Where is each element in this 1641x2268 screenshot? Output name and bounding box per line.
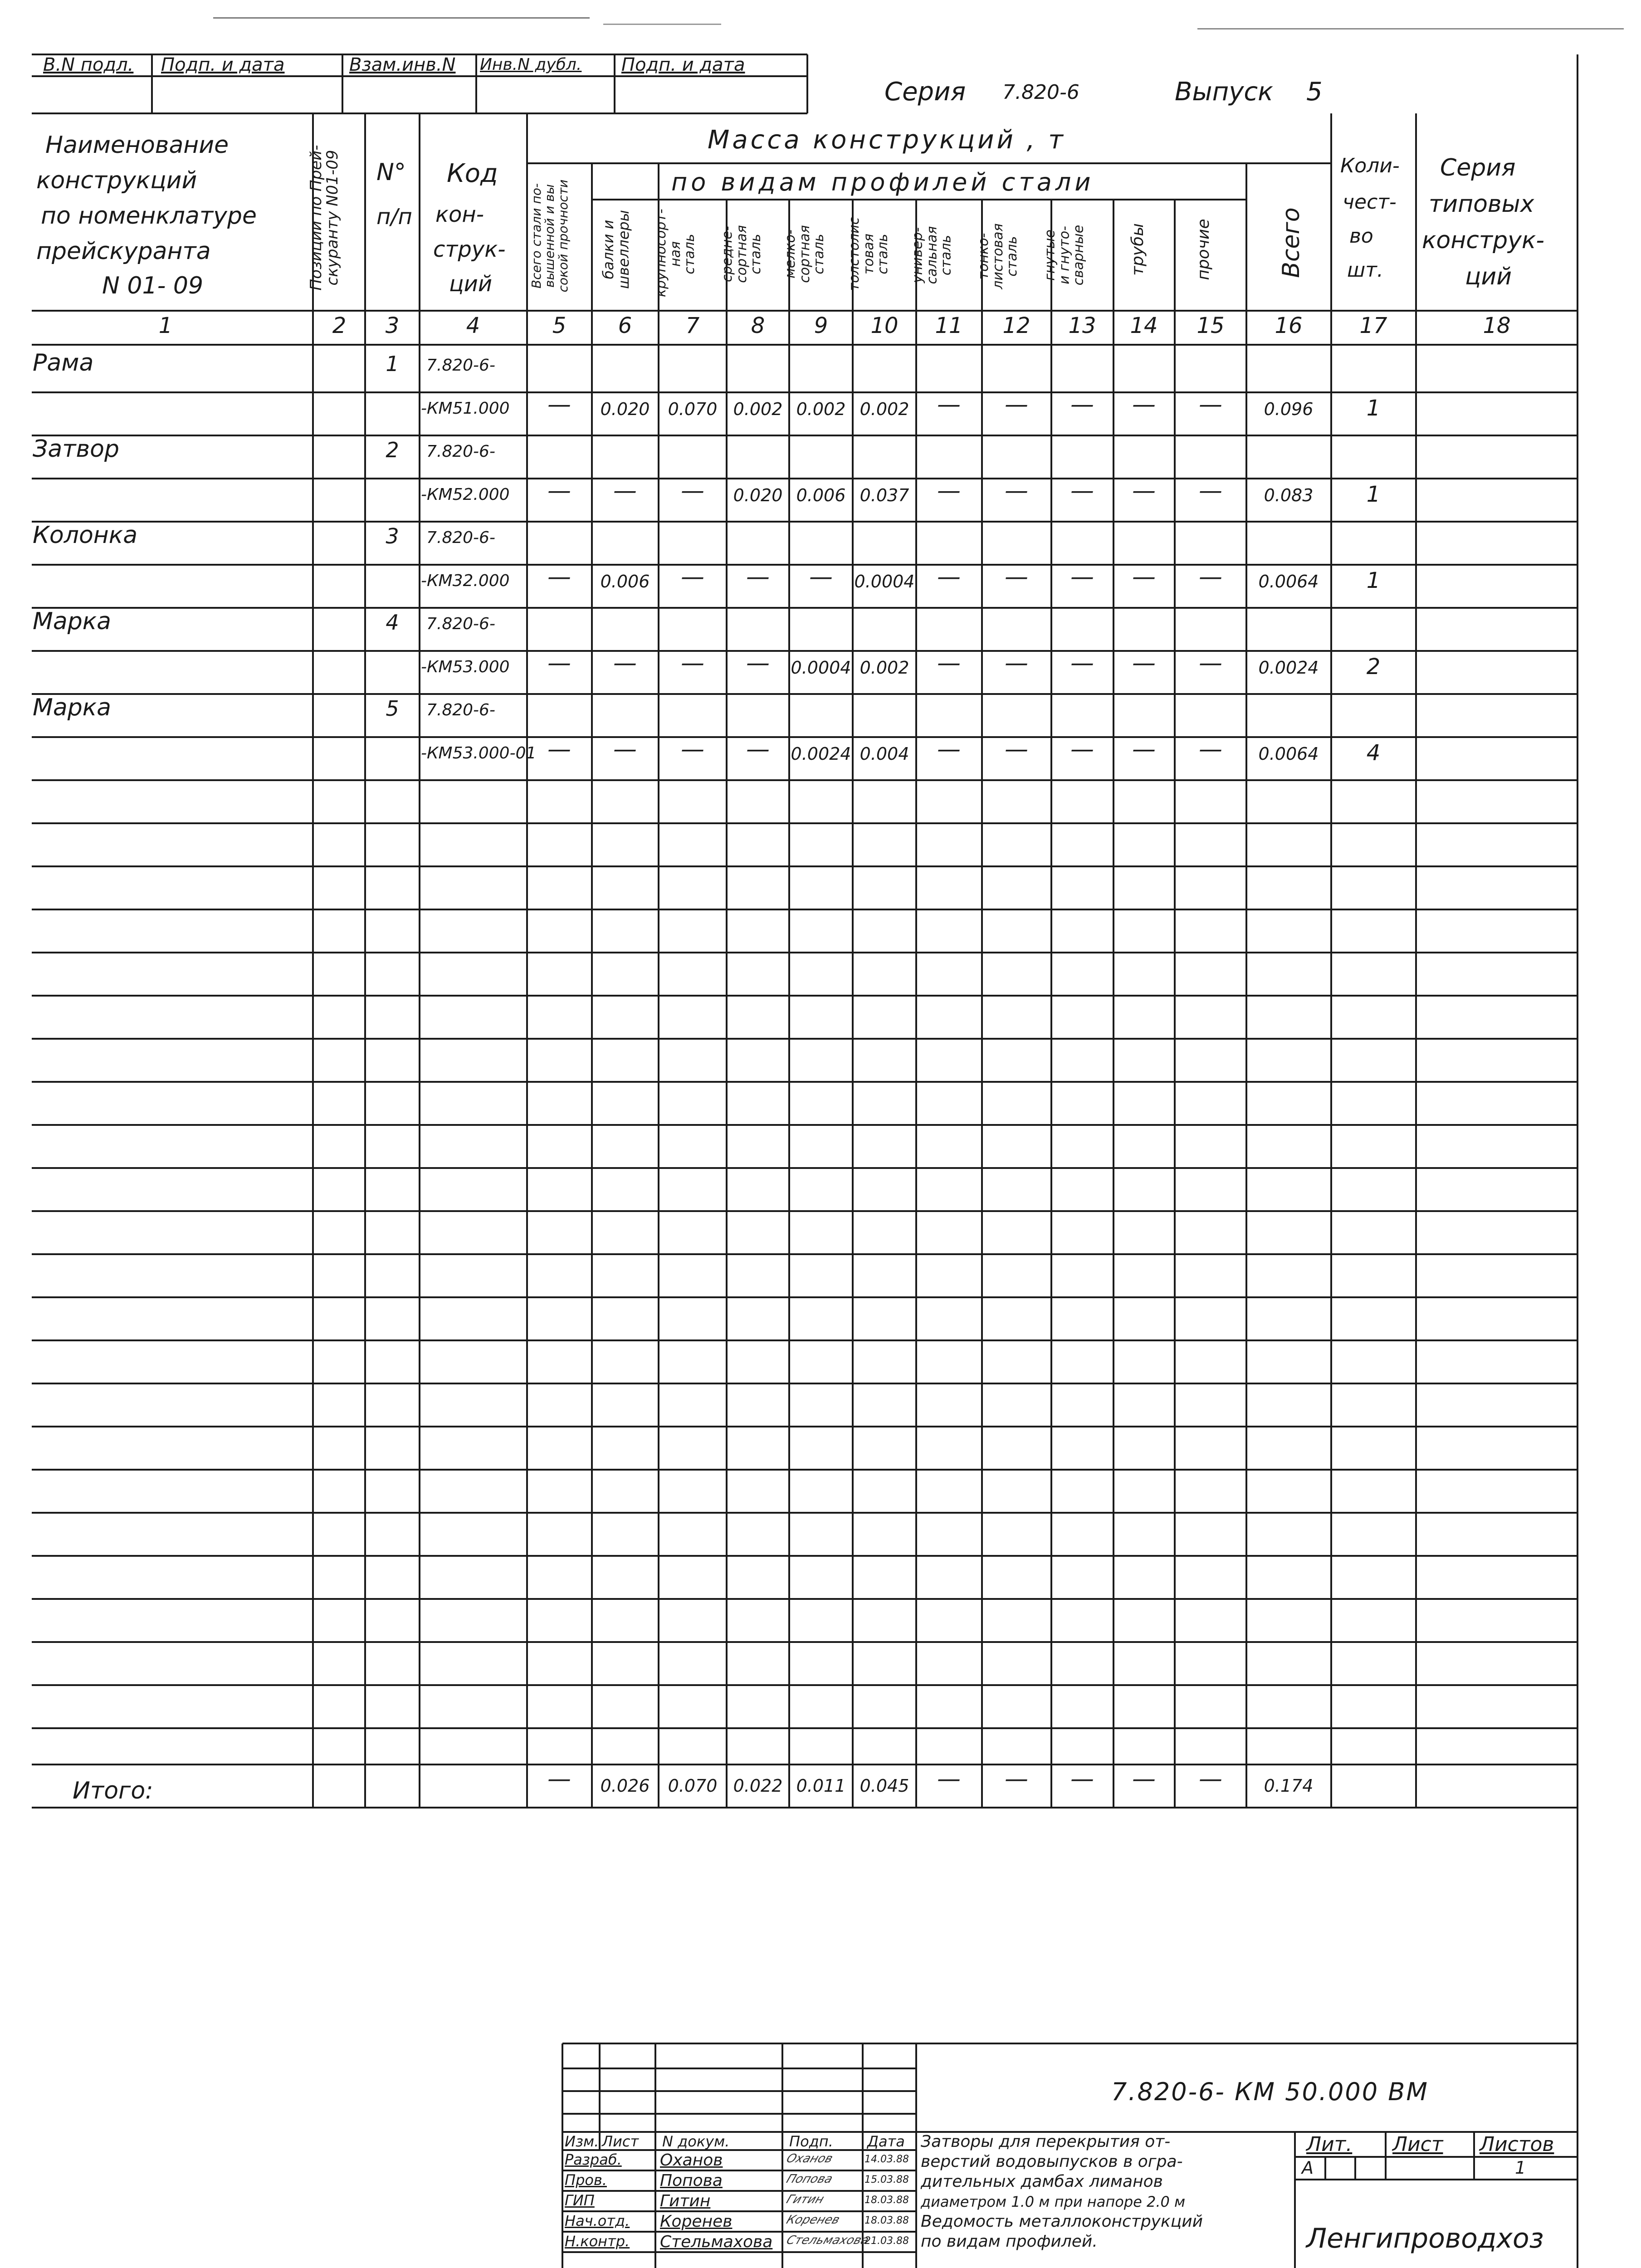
row-value-c14: — <box>1132 477 1156 504</box>
header-name-line-5: N 01- 09 <box>102 272 204 299</box>
tb-head-list: Лист <box>602 2133 639 2150</box>
row-value-c14: — <box>1132 391 1156 418</box>
column-number: 3 <box>385 313 400 338</box>
tb-date: 18.03.88 <box>864 2195 909 2206</box>
row-value-c15: — <box>1199 391 1222 418</box>
row-value-c14: — <box>1132 736 1156 763</box>
row-value-c6: 0.020 <box>600 399 650 419</box>
row-value-total: 0.0064 <box>1258 572 1319 591</box>
row-value-c7: 0.070 <box>668 399 718 419</box>
header-series-3: конструк- <box>1422 227 1545 254</box>
stamp-original-inv: В.N подл. <box>43 54 134 75</box>
header-col15: прочие <box>1194 219 1213 280</box>
tb-role: ГИП <box>565 2192 595 2209</box>
issue-label: Выпуск <box>1175 77 1273 107</box>
row-value-c8: — <box>746 563 770 591</box>
row-quantity: 1 <box>1366 482 1381 507</box>
column-number: 15 <box>1197 313 1225 338</box>
stamp-sign-date-1: Подп. и дата <box>161 54 285 75</box>
column-number: 2 <box>332 313 347 338</box>
header-mass-group: Масса конструкций , т <box>708 125 1066 155</box>
row-code-1: 7.820-6- <box>426 528 495 547</box>
header-series-4: ций <box>1465 263 1512 290</box>
column-number: 4 <box>466 313 480 338</box>
row-value-c13: — <box>1070 391 1094 418</box>
column-number: 13 <box>1068 313 1096 338</box>
tb-signature: Оханов <box>784 2152 835 2165</box>
row-value-c12: — <box>1005 650 1028 677</box>
header-col10: толстолис товая сталь <box>846 217 891 291</box>
row-value-c13: — <box>1070 736 1094 763</box>
tb-date: 21.03.88 <box>864 2235 909 2247</box>
row-quantity: 2 <box>1366 654 1381 679</box>
header-col6: балки и швеллеры <box>600 210 632 289</box>
header-name-line-2: конструкций <box>36 167 197 194</box>
header-qty-1: Коли- <box>1340 154 1400 177</box>
row-code-2: -КМ53.000 <box>421 658 510 676</box>
column-number: 8 <box>751 313 765 338</box>
tb-organization: Ленгипроводхоз <box>1306 2223 1544 2254</box>
row-value-c10: 0.002 <box>860 658 909 678</box>
header-code-4: ций <box>449 271 493 297</box>
tb-sheet-label: Лист <box>1392 2133 1443 2156</box>
tb-lit-label: Лит. <box>1306 2133 1353 2156</box>
header-profiles-group: по видам профилей стали <box>671 168 1094 196</box>
tb-role: Разраб. <box>565 2151 622 2168</box>
row-value-c7: — <box>681 563 704 591</box>
row-number: 3 <box>386 524 399 548</box>
tb-head-izm: Изм. <box>565 2133 599 2150</box>
row-value-c7: — <box>681 650 704 677</box>
totals-value-c8: 0.022 <box>733 1776 783 1796</box>
row-value-c11: — <box>937 650 961 677</box>
tb-lit-value: А <box>1302 2158 1314 2178</box>
header-name-line-1: Наименование <box>45 132 229 159</box>
header-name-line-3: по номенклатуре <box>41 202 257 230</box>
header-col8: средне- сортная сталь <box>719 225 764 283</box>
header-col7: крупносорт- ная сталь <box>653 209 698 297</box>
tb-signature: Коренев <box>784 2213 842 2227</box>
header-code-2: кон- <box>435 202 484 227</box>
row-code-2: -КМ51.000 <box>421 399 510 418</box>
column-number: 12 <box>1002 313 1031 338</box>
header-name-line-4: прейскуранта <box>36 238 211 265</box>
row-value-c10: 0.037 <box>860 485 909 505</box>
tb-person-name: Попова <box>660 2171 723 2190</box>
tb-date: 18.03.88 <box>864 2215 909 2226</box>
series-label: Серия <box>884 77 966 107</box>
stamp-dup-inv: Инв.N дубл. <box>480 55 582 74</box>
totals-value-c13: — <box>1070 1765 1094 1793</box>
row-value-c9: 0.0004 <box>791 658 851 678</box>
row-value-c5: — <box>547 477 571 504</box>
row-value-c15: — <box>1199 650 1222 677</box>
row-value-c7: — <box>681 477 704 504</box>
header-qty-2: чест- <box>1343 191 1397 214</box>
header-position: Позиции по Прей- скуранту N01-09 <box>307 145 342 291</box>
tb-signature: Стельмахова <box>784 2234 871 2247</box>
column-number: 17 <box>1359 313 1387 338</box>
row-value-c14: — <box>1132 563 1156 591</box>
tb-signature: Попова <box>784 2172 835 2186</box>
row-code-2: -КМ32.000 <box>421 572 510 590</box>
header-col9: мелко- сортная сталь <box>782 225 827 283</box>
header-series-1: Серия <box>1440 154 1516 181</box>
totals-value-c5: — <box>547 1765 571 1793</box>
tb-head-doc: N докум. <box>662 2133 730 2150</box>
series-value: 7.820-6 <box>1002 81 1079 104</box>
row-value-c11: — <box>937 391 961 418</box>
header-col5: Всего стали по- вышенной и вы сокой прочности <box>529 179 571 293</box>
totals-value-c15: — <box>1199 1765 1222 1793</box>
totals-value-c7: 0.070 <box>668 1776 718 1796</box>
header-code-1: Код <box>447 159 498 188</box>
row-value-c5: — <box>547 563 571 591</box>
tb-role: Нач.отд. <box>565 2212 630 2229</box>
row-value-c9: 0.002 <box>796 399 846 419</box>
tb-description: Затворы для перекрытия от- верстий водовыпусков в огра- дительных дамбах лиманов диаметром 1.0 м при напоре 2.0 м Ведомость металлоконструкций по видам профилей. <box>921 2132 1203 2251</box>
row-name: Колонка <box>33 522 138 549</box>
row-value-c11: — <box>937 563 961 591</box>
tb-person-name: Гитин <box>660 2192 711 2210</box>
row-value-c11: — <box>937 736 961 763</box>
row-value-c9: 0.006 <box>796 485 846 505</box>
column-number: 11 <box>935 313 963 338</box>
row-value-c6: 0.006 <box>600 572 650 591</box>
tb-role: Пров. <box>565 2171 607 2189</box>
row-number: 2 <box>386 438 399 462</box>
row-value-total: 0.0064 <box>1258 744 1319 764</box>
stamp-replace-inv: Взам.инв.N <box>349 54 456 75</box>
row-name: Затвор <box>33 435 119 463</box>
column-number: 5 <box>552 313 567 338</box>
row-value-c12: — <box>1005 391 1028 418</box>
row-number: 5 <box>386 696 399 721</box>
header-col13: гнутые и гнуто- сварные <box>1042 225 1087 286</box>
column-number: 6 <box>618 313 632 338</box>
row-code-1: 7.820-6- <box>426 442 495 461</box>
issue-value: 5 <box>1306 77 1323 107</box>
row-value-c7: — <box>681 736 704 763</box>
row-value-total: 0.083 <box>1264 485 1314 505</box>
row-value-c14: — <box>1132 650 1156 677</box>
header-qty-3: во <box>1349 225 1373 248</box>
tb-date: 14.03.88 <box>864 2154 909 2165</box>
tb-sheets-label: Листов <box>1480 2133 1554 2156</box>
tb-date: 15.03.88 <box>864 2174 909 2185</box>
row-value-c8: 0.002 <box>733 399 783 419</box>
row-value-c6: — <box>613 736 637 763</box>
header-series-2: типовых <box>1429 191 1534 218</box>
row-value-c15: — <box>1199 736 1222 763</box>
totals-value-c9: 0.011 <box>796 1776 846 1796</box>
row-code-2: -КМ53.000-01 <box>421 744 537 763</box>
row-value-c8: — <box>746 736 770 763</box>
row-value-c10: 0.004 <box>860 744 909 764</box>
header-num-sign: N° <box>376 159 406 186</box>
row-number: 1 <box>386 352 399 376</box>
row-value-c12: — <box>1005 736 1028 763</box>
doc-code: 7.820-6- КМ 50.000 ВМ <box>1111 2077 1429 2106</box>
row-value-c10: 0.002 <box>860 399 909 419</box>
row-code-1: 7.820-6- <box>426 615 495 633</box>
column-number: 18 <box>1483 313 1511 338</box>
row-code-1: 7.820-6- <box>426 356 495 375</box>
header-num-pp: п/п <box>376 204 412 230</box>
header-col14: трубы <box>1128 223 1147 276</box>
row-value-c15: — <box>1199 477 1222 504</box>
row-value-total: 0.096 <box>1264 399 1314 419</box>
row-value-c5: — <box>547 391 571 418</box>
row-value-c12: — <box>1005 477 1028 504</box>
column-number: 16 <box>1275 313 1303 338</box>
column-number: 9 <box>814 313 828 338</box>
row-value-c5: — <box>547 736 571 763</box>
row-value-c9: — <box>809 563 833 591</box>
totals-value-c11: — <box>937 1765 961 1793</box>
row-value-c6: — <box>613 477 637 504</box>
row-number: 4 <box>386 610 399 635</box>
row-value-c6: — <box>613 650 637 677</box>
header-total: Всего <box>1278 207 1305 278</box>
row-value-c8: — <box>746 650 770 677</box>
row-value-c8: 0.020 <box>733 485 783 505</box>
totals-value-total: 0.174 <box>1264 1776 1314 1796</box>
row-value-c5: — <box>547 650 571 677</box>
tb-person-name: Оханов <box>660 2151 723 2170</box>
row-quantity: 1 <box>1366 396 1381 421</box>
header-col12: тонко- листовая сталь <box>976 223 1020 289</box>
stamp-sign-date-2: Подп. и дата <box>621 54 745 75</box>
tb-person-name: Стельмахова <box>660 2233 773 2251</box>
totals-value-c6: 0.026 <box>600 1776 650 1796</box>
tb-role: Н.контр. <box>565 2233 630 2250</box>
row-value-c13: — <box>1070 650 1094 677</box>
column-number: 14 <box>1130 313 1158 338</box>
column-number: 1 <box>158 313 173 338</box>
row-quantity: 4 <box>1366 740 1381 766</box>
totals-value-c10: 0.045 <box>860 1776 909 1796</box>
row-name: Рама <box>33 349 94 376</box>
header-code-3: струк- <box>433 237 506 262</box>
row-value-c10: 0.0004 <box>854 572 915 591</box>
row-quantity: 1 <box>1366 568 1381 593</box>
row-value-c12: — <box>1005 563 1028 591</box>
row-value-total: 0.0024 <box>1258 658 1319 678</box>
tb-signature: Гитин <box>784 2193 826 2206</box>
totals-label: Итого: <box>73 1777 153 1804</box>
tb-person-name: Коренев <box>660 2212 733 2231</box>
row-name: Марка <box>33 694 112 721</box>
row-value-c13: — <box>1070 477 1094 504</box>
totals-value-c12: — <box>1005 1765 1028 1793</box>
tb-head-sign: Подп. <box>789 2133 833 2150</box>
tb-head-date: Дата <box>867 2133 905 2150</box>
header-col11: универ- сальная сталь <box>909 226 954 284</box>
tb-sheets-value: 1 <box>1515 2158 1526 2178</box>
row-value-c9: 0.0024 <box>791 744 851 764</box>
column-number: 7 <box>685 313 700 338</box>
row-code-2: -КМ52.000 <box>421 485 510 504</box>
row-code-1: 7.820-6- <box>426 701 495 719</box>
row-name: Марка <box>33 608 112 635</box>
header-qty-4: шт. <box>1347 259 1383 282</box>
column-number: 10 <box>870 313 899 338</box>
row-value-c15: — <box>1199 563 1222 591</box>
row-value-c13: — <box>1070 563 1094 591</box>
row-value-c11: — <box>937 477 961 504</box>
totals-value-c14: — <box>1132 1765 1156 1793</box>
